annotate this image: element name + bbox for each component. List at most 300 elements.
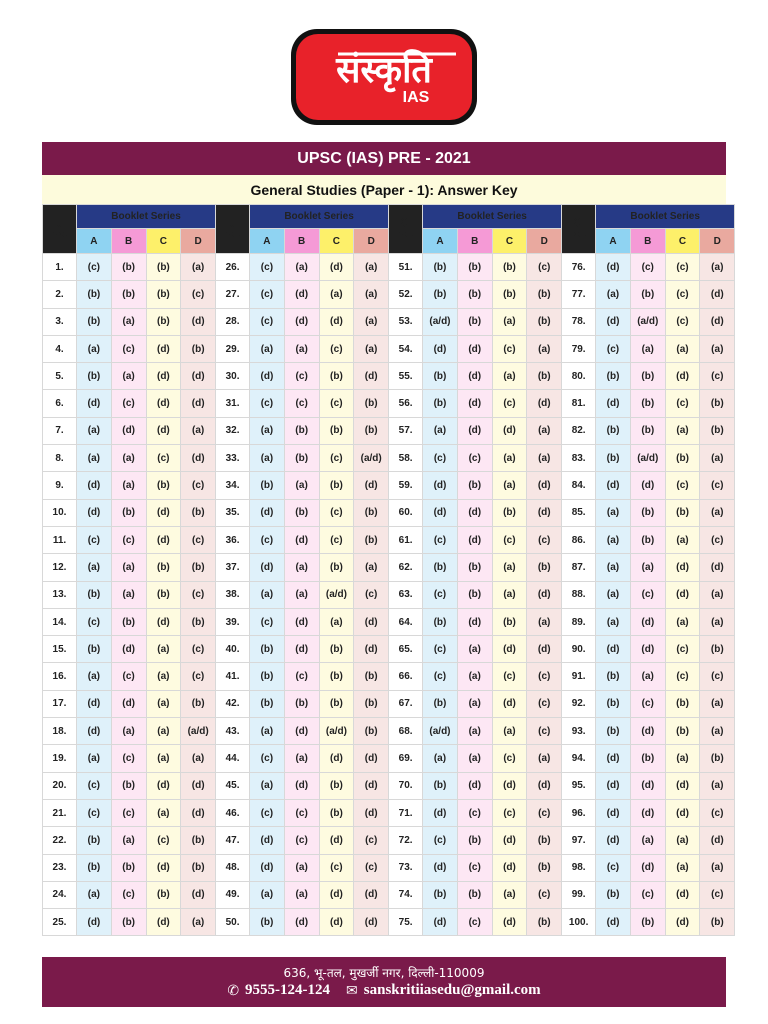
footer	[42, 957, 726, 1007]
answer-cell-d: (c)	[181, 472, 216, 499]
answer-cell-b: (d)	[284, 308, 319, 335]
answer-cell-c: (d)	[146, 526, 181, 553]
answer-cell-d: (a)	[700, 854, 735, 881]
answer-cell-a: (b)	[596, 881, 631, 908]
answer-cell-b: (b)	[457, 254, 492, 281]
answer-cell-d: (b)	[354, 417, 389, 444]
answer-cell-b: (d)	[284, 636, 319, 663]
answer-cell-c: (d)	[146, 499, 181, 526]
page-title: UPSC (IAS) PRE - 2021	[42, 142, 726, 175]
answer-cell-b: (c)	[111, 526, 146, 553]
question-number: 30.	[216, 363, 250, 390]
question-number: 14.	[43, 608, 77, 635]
answer-cell-d: (d)	[181, 390, 216, 417]
question-number: 42.	[216, 690, 250, 717]
answer-cell-a: (a)	[250, 417, 285, 444]
answer-cell-a: (a)	[596, 281, 631, 308]
answer-cell-b: (d)	[284, 608, 319, 635]
answer-cell-a: (c)	[423, 581, 458, 608]
answer-cell-d: (d)	[700, 281, 735, 308]
series-c-header: C	[665, 229, 700, 254]
booklet-series-header: Booklet Series	[250, 205, 389, 229]
answer-cell-a: (d)	[596, 772, 631, 799]
answer-cell-b: (c)	[284, 799, 319, 826]
question-number: 23.	[43, 854, 77, 881]
answer-cell-d: (c)	[527, 663, 562, 690]
answer-cell-b: (b)	[630, 499, 665, 526]
answer-cell-c: (c)	[665, 308, 700, 335]
question-number: 87.	[562, 554, 596, 581]
table-row	[43, 308, 735, 335]
series-b-header: B	[630, 229, 665, 254]
answer-cell-d: (a)	[700, 608, 735, 635]
question-number: 16.	[43, 663, 77, 690]
answer-cell-a: (b)	[77, 827, 112, 854]
answer-cell-a: (d)	[77, 718, 112, 745]
answer-cell-a: (b)	[423, 390, 458, 417]
question-number: 9.	[43, 472, 77, 499]
answer-cell-a: (b)	[423, 554, 458, 581]
answer-cell-a: (a)	[77, 417, 112, 444]
table-row	[43, 281, 735, 308]
answer-cell-d: (d)	[354, 608, 389, 635]
question-number: 8.	[43, 445, 77, 472]
answer-cell-a: (a)	[77, 554, 112, 581]
table-row	[43, 472, 735, 499]
answer-cell-b: (c)	[457, 854, 492, 881]
series-d-header: D	[354, 229, 389, 254]
question-number: 98.	[562, 854, 596, 881]
question-number: 34.	[216, 472, 250, 499]
answer-cell-c: (a)	[492, 718, 527, 745]
table-row	[43, 445, 735, 472]
answer-cell-a: (c)	[250, 281, 285, 308]
answer-cell-b: (d)	[111, 636, 146, 663]
answer-cell-d: (b)	[354, 718, 389, 745]
answer-cell-c: (b)	[146, 554, 181, 581]
answer-cell-b: (a)	[457, 690, 492, 717]
question-number: 35.	[216, 499, 250, 526]
answer-cell-d: (a)	[354, 335, 389, 362]
answer-cell-c: (b)	[319, 363, 354, 390]
answer-cell-b: (b)	[457, 472, 492, 499]
answer-cell-a: (d)	[423, 799, 458, 826]
answer-cell-b: (b)	[457, 281, 492, 308]
answer-cell-b: (b)	[284, 690, 319, 717]
answer-cell-a: (b)	[250, 636, 285, 663]
answer-cell-b: (c)	[284, 390, 319, 417]
answer-cell-c: (d)	[319, 745, 354, 772]
answer-cell-d: (c)	[527, 254, 562, 281]
answer-cell-b: (c)	[111, 745, 146, 772]
answer-cell-b: (a)	[284, 472, 319, 499]
answer-cell-a: (d)	[596, 472, 631, 499]
answer-cell-a: (a)	[77, 745, 112, 772]
question-number: 66.	[389, 663, 423, 690]
answer-cell-b: (d)	[457, 499, 492, 526]
logo-ias-text: IAS	[402, 89, 430, 106]
answer-cell-b: (b)	[284, 445, 319, 472]
question-number: 99.	[562, 881, 596, 908]
answer-cell-a: (b)	[423, 772, 458, 799]
answer-cell-b: (a)	[111, 445, 146, 472]
answer-cell-c: (d)	[492, 854, 527, 881]
answer-cell-b: (b)	[111, 909, 146, 936]
answer-cell-a: (d)	[423, 854, 458, 881]
question-number: 56.	[389, 390, 423, 417]
answer-cell-a: (b)	[250, 690, 285, 717]
question-number: 52.	[389, 281, 423, 308]
answer-cell-b: (d)	[630, 472, 665, 499]
answer-cell-b: (a)	[111, 718, 146, 745]
answer-cell-c: (b)	[319, 554, 354, 581]
answer-cell-c: (c)	[492, 335, 527, 362]
answer-cell-a: (d)	[250, 554, 285, 581]
booklet-series-header: Booklet Series	[596, 205, 735, 229]
footer-email: sanskritiiasedu@gmail.com	[363, 982, 541, 998]
question-number: 51.	[389, 254, 423, 281]
question-number: 17.	[43, 690, 77, 717]
answer-cell-c: (a)	[319, 281, 354, 308]
answer-cell-b: (d)	[630, 608, 665, 635]
answer-cell-a: (c)	[423, 526, 458, 553]
page-subtitle: General Studies (Paper - 1): Answer Key	[42, 175, 726, 204]
answer-cell-b: (b)	[457, 554, 492, 581]
answer-cell-b: (c)	[457, 445, 492, 472]
answer-cell-b: (c)	[630, 254, 665, 281]
answer-cell-a: (c)	[250, 526, 285, 553]
table-row	[43, 636, 735, 663]
answer-cell-c: (c)	[319, 445, 354, 472]
question-number: 73.	[389, 854, 423, 881]
answer-cell-a: (c)	[423, 827, 458, 854]
question-number: 57.	[389, 417, 423, 444]
answer-cell-c: (a)	[492, 472, 527, 499]
question-number: 43.	[216, 718, 250, 745]
answer-cell-d: (c)	[181, 663, 216, 690]
answer-cell-c: (a)	[146, 718, 181, 745]
answer-cell-d: (d)	[527, 499, 562, 526]
table-row	[43, 799, 735, 826]
answer-cell-c: (a)	[319, 608, 354, 635]
answer-cell-a: (d)	[596, 308, 631, 335]
answer-cell-d: (a)	[700, 335, 735, 362]
answer-cell-b: (a)	[111, 581, 146, 608]
answer-cell-c: (a)	[492, 554, 527, 581]
answer-cell-a: (d)	[423, 499, 458, 526]
answer-cell-c: (c)	[665, 390, 700, 417]
answer-cell-c: (b)	[492, 499, 527, 526]
answer-cell-c: (a)	[492, 445, 527, 472]
answer-cell-b: (c)	[111, 799, 146, 826]
answer-cell-b: (a)	[111, 472, 146, 499]
answer-cell-c: (a)	[492, 881, 527, 908]
question-number: 75.	[389, 909, 423, 936]
answer-cell-a: (a)	[77, 335, 112, 362]
answer-cell-a: (a)	[77, 881, 112, 908]
answer-cell-c: (c)	[665, 281, 700, 308]
answer-cell-d: (d)	[527, 636, 562, 663]
question-number: 69.	[389, 745, 423, 772]
answer-cell-b: (a)	[284, 254, 319, 281]
question-number: 76.	[562, 254, 596, 281]
answer-cell-b: (c)	[630, 690, 665, 717]
answer-cell-c: (a)	[665, 854, 700, 881]
answer-cell-d: (a)	[181, 745, 216, 772]
answer-cell-b: (a/d)	[630, 308, 665, 335]
answer-cell-d: (c)	[181, 581, 216, 608]
answer-cell-d: (a)	[527, 745, 562, 772]
answer-cell-a: (a)	[77, 445, 112, 472]
answer-cell-a: (d)	[596, 827, 631, 854]
answer-cell-a: (b)	[77, 281, 112, 308]
answer-cell-c: (d)	[665, 881, 700, 908]
answer-cell-a: (b)	[596, 690, 631, 717]
answer-cell-c: (b)	[492, 281, 527, 308]
answer-cell-a: (b)	[77, 363, 112, 390]
answer-cell-c: (d)	[492, 772, 527, 799]
answer-cell-d: (a)	[700, 690, 735, 717]
question-number: 18.	[43, 718, 77, 745]
table-row	[43, 772, 735, 799]
answer-cell-c: (d)	[319, 308, 354, 335]
answer-cell-d: (b)	[181, 690, 216, 717]
answer-cell-c: (c)	[146, 827, 181, 854]
question-number: 48.	[216, 854, 250, 881]
table-row	[43, 335, 735, 362]
question-number: 84.	[562, 472, 596, 499]
question-number: 41.	[216, 663, 250, 690]
answer-cell-d: (b)	[354, 499, 389, 526]
question-number-header: Q. No.	[216, 205, 250, 254]
answer-cell-b: (a)	[284, 881, 319, 908]
answer-cell-a: (b)	[423, 254, 458, 281]
answer-cell-b: (a)	[284, 581, 319, 608]
answer-cell-d: (c)	[354, 581, 389, 608]
answer-cell-a: (d)	[596, 909, 631, 936]
answer-cell-c: (b)	[319, 663, 354, 690]
answer-cell-b: (a)	[111, 308, 146, 335]
answer-cell-b: (d)	[630, 636, 665, 663]
question-number: 60.	[389, 499, 423, 526]
answer-cell-c: (d)	[146, 909, 181, 936]
answer-cell-c: (b)	[319, 417, 354, 444]
question-number: 92.	[562, 690, 596, 717]
question-number: 94.	[562, 745, 596, 772]
answer-cell-c: (d)	[146, 608, 181, 635]
question-number: 19.	[43, 745, 77, 772]
question-number: 3.	[43, 308, 77, 335]
answer-cell-c: (b)	[146, 281, 181, 308]
answer-cell-c: (d)	[146, 390, 181, 417]
answer-cell-c: (d)	[665, 581, 700, 608]
answer-cell-c: (a)	[146, 690, 181, 717]
answer-cell-d: (b)	[527, 363, 562, 390]
answer-cell-c: (a)	[665, 526, 700, 553]
answer-cell-a: (d)	[596, 636, 631, 663]
question-number: 72.	[389, 827, 423, 854]
answer-cell-b: (d)	[284, 772, 319, 799]
series-c-header: C	[319, 229, 354, 254]
answer-cell-c: (a)	[492, 308, 527, 335]
answer-cell-c: (d)	[146, 363, 181, 390]
answer-cell-d: (a)	[527, 608, 562, 635]
answer-cell-a: (d)	[596, 254, 631, 281]
question-number: 81.	[562, 390, 596, 417]
answer-cell-d: (b)	[354, 663, 389, 690]
answer-cell-c: (c)	[665, 472, 700, 499]
answer-cell-c: (c)	[319, 526, 354, 553]
brand-logo	[288, 26, 480, 128]
question-number: 80.	[562, 363, 596, 390]
question-number: 40.	[216, 636, 250, 663]
answer-cell-b: (a)	[284, 745, 319, 772]
table-row	[43, 718, 735, 745]
table-row	[43, 363, 735, 390]
answer-cell-d: (d)	[354, 772, 389, 799]
answer-cell-d: (a)	[181, 909, 216, 936]
answer-cell-d: (d)	[181, 881, 216, 908]
question-number: 45.	[216, 772, 250, 799]
answer-cell-d: (d)	[527, 581, 562, 608]
answer-cell-c: (c)	[319, 854, 354, 881]
answer-cell-a: (b)	[77, 581, 112, 608]
answer-cell-c: (d)	[319, 254, 354, 281]
question-number: 93.	[562, 718, 596, 745]
answer-cell-d: (d)	[354, 363, 389, 390]
table-row	[43, 854, 735, 881]
answer-cell-c: (d)	[665, 909, 700, 936]
series-c-header: C	[492, 229, 527, 254]
question-number: 22.	[43, 827, 77, 854]
answer-cell-a: (c)	[423, 445, 458, 472]
answer-cell-b: (d)	[630, 772, 665, 799]
question-number: 63.	[389, 581, 423, 608]
question-number: 7.	[43, 417, 77, 444]
question-number: 74.	[389, 881, 423, 908]
question-number: 88.	[562, 581, 596, 608]
answer-cell-b: (c)	[630, 581, 665, 608]
question-number: 5.	[43, 363, 77, 390]
answer-cell-d: (d)	[354, 799, 389, 826]
answer-cell-d: (c)	[181, 636, 216, 663]
series-c-header: C	[146, 229, 181, 254]
answer-cell-c: (b)	[665, 718, 700, 745]
answer-cell-a: (c)	[596, 335, 631, 362]
answer-cell-b: (a)	[630, 554, 665, 581]
answer-cell-a: (d)	[596, 745, 631, 772]
answer-cell-b: (a)	[630, 663, 665, 690]
answer-cell-d: (a)	[700, 499, 735, 526]
answer-cell-c: (d)	[665, 554, 700, 581]
answer-cell-b: (a)	[284, 335, 319, 362]
answer-cell-a: (a)	[423, 417, 458, 444]
table-row	[43, 554, 735, 581]
question-number-header: Q. No.	[562, 205, 596, 254]
question-number: 97.	[562, 827, 596, 854]
question-number: 71.	[389, 799, 423, 826]
answer-cell-d: (d)	[181, 308, 216, 335]
question-number: 100.	[562, 909, 596, 936]
answer-cell-a: (a)	[77, 663, 112, 690]
question-number: 13.	[43, 581, 77, 608]
answer-cell-c: (c)	[146, 445, 181, 472]
answer-cell-a: (d)	[423, 909, 458, 936]
question-number-header: Q. No.	[43, 205, 77, 254]
question-number: 37.	[216, 554, 250, 581]
answer-cell-c: (a)	[146, 636, 181, 663]
answer-cell-a: (d)	[423, 472, 458, 499]
answer-cell-c: (d)	[146, 772, 181, 799]
answer-cell-c: (c)	[665, 663, 700, 690]
answer-cell-a: (a)	[250, 445, 285, 472]
table-row	[43, 390, 735, 417]
answer-cell-c: (b)	[146, 472, 181, 499]
answer-cell-c: (c)	[319, 390, 354, 417]
answer-cell-d: (b)	[354, 390, 389, 417]
answer-cell-b: (d)	[630, 799, 665, 826]
answer-cell-c: (b)	[319, 636, 354, 663]
answer-cell-a: (c)	[423, 636, 458, 663]
answer-cell-c: (c)	[665, 254, 700, 281]
answer-cell-d: (b)	[527, 854, 562, 881]
answer-cell-b: (c)	[111, 663, 146, 690]
question-number: 46.	[216, 799, 250, 826]
series-d-header: D	[700, 229, 735, 254]
question-number: 83.	[562, 445, 596, 472]
question-number: 31.	[216, 390, 250, 417]
answer-cell-a: (d)	[250, 827, 285, 854]
answer-cell-c: (c)	[492, 663, 527, 690]
question-number: 95.	[562, 772, 596, 799]
answer-cell-a: (a)	[250, 581, 285, 608]
answer-cell-c: (a)	[146, 745, 181, 772]
question-number: 85.	[562, 499, 596, 526]
question-number: 90.	[562, 636, 596, 663]
answer-cell-b: (b)	[630, 281, 665, 308]
answer-cell-a: (a/d)	[423, 718, 458, 745]
answer-cell-a: (c)	[77, 608, 112, 635]
answer-cell-a: (b)	[77, 308, 112, 335]
answer-cell-c: (b)	[319, 472, 354, 499]
answer-cell-a: (a)	[250, 335, 285, 362]
table-row	[43, 663, 735, 690]
answer-cell-b: (b)	[457, 308, 492, 335]
answer-cell-b: (c)	[284, 663, 319, 690]
answer-cell-a: (b)	[596, 718, 631, 745]
answer-cell-a: (c)	[77, 799, 112, 826]
answer-cell-d: (d)	[700, 554, 735, 581]
answer-cell-a: (b)	[423, 363, 458, 390]
answer-cell-d: (c)	[354, 854, 389, 881]
answer-cell-c: (b)	[146, 308, 181, 335]
answer-cell-a: (d)	[250, 854, 285, 881]
table-row	[43, 881, 735, 908]
answer-cell-c: (b)	[319, 690, 354, 717]
answer-cell-d: (a)	[700, 445, 735, 472]
answer-cell-a: (b)	[596, 445, 631, 472]
answer-cell-a: (b)	[423, 690, 458, 717]
answer-cell-c: (a)	[146, 663, 181, 690]
answer-cell-d: (a)	[181, 254, 216, 281]
question-number: 82.	[562, 417, 596, 444]
answer-cell-d: (a/d)	[354, 445, 389, 472]
question-number: 65.	[389, 636, 423, 663]
answer-cell-a: (a)	[596, 581, 631, 608]
answer-cell-c: (b)	[146, 581, 181, 608]
answer-cell-d: (d)	[354, 909, 389, 936]
answer-cell-d: (b)	[181, 608, 216, 635]
